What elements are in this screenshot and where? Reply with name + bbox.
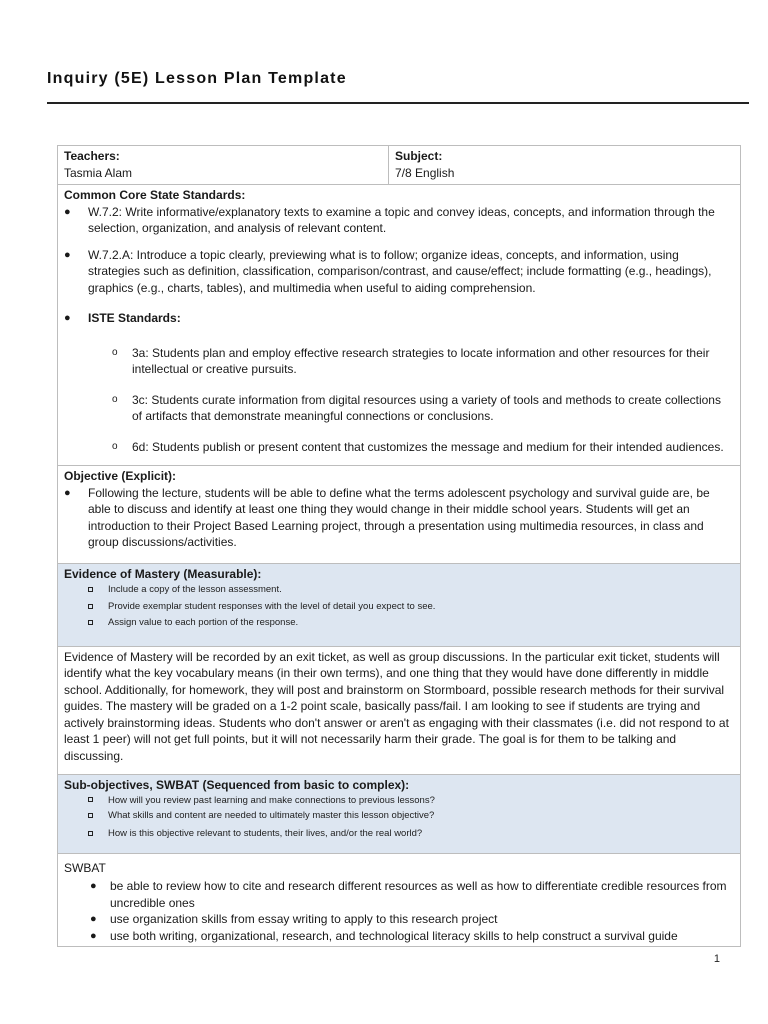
iste-text: 6d: Students publish or present content that customizes the message and medium for their intended audiences. [132,439,724,454]
bullet-icon: ● [64,248,71,261]
list-item [64,794,734,807]
iste-text: 3c: Students curate information from digital resources using a variety of tools and methods to create collections of artifacts that demonstrate meaningful connections or conclusions. [132,392,721,423]
teacher-subject-row [58,146,740,184]
bullet-icon: ● [90,913,97,925]
list-item [64,345,734,378]
swbat-label: SWBAT [64,860,106,875]
list-item [64,310,734,327]
list-item [64,878,734,911]
title-divider [47,102,749,104]
checkbox-icon [88,620,93,625]
evidence-text: Evidence of Mastery will be recorded by an exit ticket, as well as group discussions. In the particular exit ticket, students will identify what the key vocabulary means (in their own terms), and one thing that they would have done differently in middle school. Additionally, for homework, they will post and brainstorm on Stormboard, possible research methods for their survival guides. The mastery will be graded on a 1-2 point scale, basically pass/fail. I am looking to see if students are trying and actively brainstorming ideas. Students who don't answer or aren't as engaging with their classmates (i.e. did not respond to at least 1 peer) will not get full points, but it will not necessarily harm their grade. The goal is for them to be talking and discussing. [64,649,729,763]
guide-text: How will you review past learning and make connections to previous lessons? [108,794,435,806]
objective-text: Following the lecture, students will be able to define what the terms adolescent psychology and survival guide are, be able to discuss and identify at least one thing they would change in their middle school years. Students will get an introduction to their Project Based Learning project, through a presentation using multimedia resources, in class and group discussions/activities. [88,485,710,549]
bullet-icon: ● [90,880,97,892]
list-item [64,615,734,632]
guide-text: Include a copy of the lesson assessment. [108,584,282,595]
standards-label: Common Core State Standards: [64,188,246,202]
circle-bullet-icon: o [112,393,118,405]
list-item [64,825,734,843]
swbat-text: be able to review how to cite and research different resources as well as how to differentiate credible resources from uncredible ones [110,879,727,910]
list-item [64,911,734,928]
swbat-text: use organization skills from essay writing to apply to this research project [110,912,498,926]
teachers-value: Tasmia Alam [64,165,133,180]
objective-label: Objective (Explicit): [64,469,177,483]
standard-text: W.7.2.A: Introduce a topic clearly, previewing what is to follow; organize ideas, concepts, and information, using strategies such as definition, classification, comparison/contrast, and cause/effect; include formatting (e.g., headings), graphics (e.g., charts, tables), and multimedia when useful to aiding comprehension. [88,247,712,295]
iste-label: ISTE Standards: [88,311,181,325]
standard-text: W.7.2: Write informative/explanatory texts to examine a topic and convey ideas, concepts, and information through the selection, organization, and analysis of relevant content. [88,204,715,235]
standards-row [58,184,740,465]
evidence-label: Evidence of Mastery (Measurable): [64,566,262,581]
bullet-icon: ● [64,486,71,499]
evidence-header-row [58,563,740,646]
swbat-row [58,853,740,947]
list-item [64,204,734,237]
subobjectives-header-row [58,774,740,853]
guide-text: How is this objective relevant to students, their lives, and/or the real world? [108,827,423,839]
list-item [64,247,734,297]
subject-value: 7/8 English [395,165,455,180]
teachers-cell [58,146,389,184]
swbat-text: use both writing, organizational, research, and technological literacy skills to help construct a survival guide [110,928,678,943]
guide-text: Assign value to each portion of the response. [108,617,299,628]
objective-row [58,465,740,563]
checkbox-icon [88,587,93,592]
bullet-icon: ● [90,929,97,942]
subject-cell [389,146,740,184]
list-item [64,439,734,456]
circle-bullet-icon: o [112,346,118,358]
circle-bullet-icon: o [112,440,118,452]
page-number: 1 [713,953,720,965]
list-item [64,392,734,425]
evidence-text-row [58,646,740,775]
list-item [64,582,734,599]
subobjectives-label: Sub-objectives, SWBAT (Sequenced from basic to complex): [64,778,410,792]
checkbox-icon [88,604,93,609]
iste-text: 3a: Students plan and employ effective research strategies to locate information and other resources for their intellectual or creative pursuits. [132,345,710,376]
subject-label: Subject: [395,149,443,163]
checkbox-icon [88,813,93,818]
bullet-icon: ● [64,312,71,324]
bullet-icon: ● [64,205,71,218]
checkbox-icon [88,797,93,802]
teachers-label: Teachers: [64,149,120,163]
list-item [64,485,734,551]
list-item [64,807,734,825]
lesson-plan-table [57,145,741,947]
checkbox-icon [88,831,93,836]
document-title: Inquiry (5E) Lesson Plan Template [47,70,347,87]
guide-text: What skills and content are needed to ultimately master this lesson objective? [108,809,435,821]
list-item [64,928,734,945]
guide-text: Provide exemplar student responses with the level of detail you expect to see. [108,600,436,612]
list-item [64,599,734,616]
